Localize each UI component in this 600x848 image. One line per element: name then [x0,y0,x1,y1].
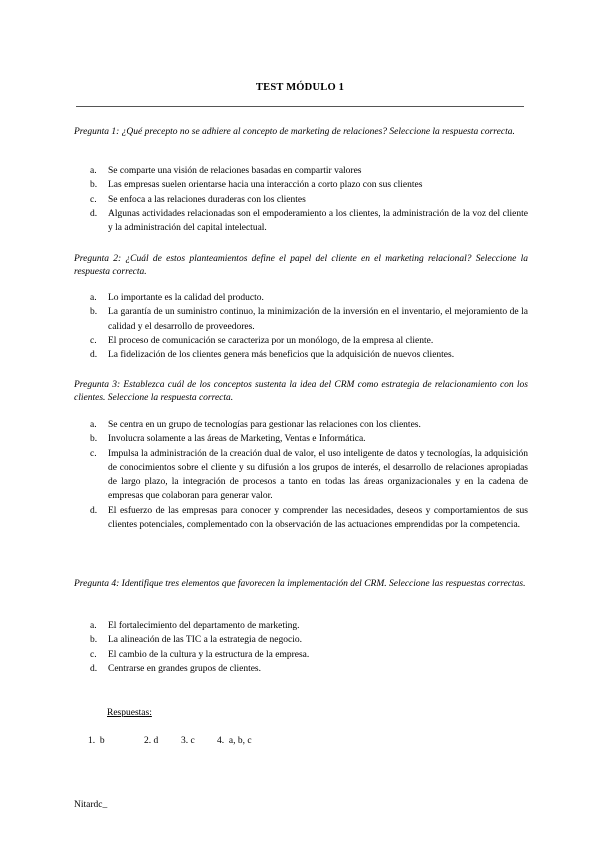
question-2-text: Pregunta 2: ¿Cuál de estos planteamientos define el papel del cliente en el marketing relacional? Seleccione la respuesta correcta. [74,254,528,277]
question-1-option-c [74,193,528,207]
question-4-text: Pregunta 4: Identifique tres elementos que favorecen la implementación del CRM. Seleccione las respuestas correctas. [74,579,526,589]
option-text: El cambio de la cultura y la estructura de la empresa. [108,649,310,660]
answer-2: 2. d [144,736,159,746]
question-2-option-d [74,348,528,362]
option-letter: c. [90,335,97,346]
option-letter: c. [90,194,97,205]
option-letter: b. [90,307,98,318]
option-letter: d. [90,505,98,516]
title-divider [76,106,524,107]
option-text: Involucra solamente a las áreas de Marketing, Ventas e Informática. [108,434,366,445]
question-2-option-c [74,334,528,348]
option-text: El esfuerzo de las empresas para conocer y comprender las necesidades, deseos y comportamientos de sus clientes potenciales, complementado con la observación de las actuaciones emprendidas por la competencia. [108,505,528,531]
option-letter: a. [90,420,97,430]
answers-row [88,736,252,746]
option-letter: c. [90,448,97,459]
question-4-option-c [74,648,528,662]
question-3-text: Pregunta 3: Establezca cuál de los conceptos sustenta la idea del CRM como estrategia de relacionamiento con los clientes. Seleccione la respuesta correcta. [74,380,528,403]
option-text: El proceso de comunicación se caracteriza por un monólogo, de la empresa al cliente. [108,335,434,346]
document-title: TEST MÓDULO 1 [255,82,345,93]
question-2-option-b [74,305,528,334]
option-text: Se enfoca a las relaciones duraderas con los clientes [108,194,306,205]
option-text: El fortalecimiento del departamento de marketing. [108,621,300,631]
option-letter: a. [90,621,97,631]
option-letter: b. [90,434,98,445]
question-2-options [74,291,528,362]
question-4-option-b [74,633,528,647]
option-letter: c. [90,649,97,660]
question-3-option-c [74,447,528,504]
question-2-option-a [74,291,528,305]
option-text: Algunas actividades relacionadas son el empoderamiento a los clientes, la administración de la voz del cliente y la administración del capital intelectual. [108,208,528,234]
question-1-option-d [74,207,528,236]
answer-4: 4. a, b, c [217,736,252,746]
option-text: Impulsa la administración de la creación dual de valor, el uso inteligente de datos y tecnologías, la adquisición de conocimientos sobre el cliente y su difusión a los grupos de interés, el desarrollo de relaciones apropiadas de largo plazo, la integración de procesos a tanto en todas las áreas organizacionales y en la cadena de empresas que colaboran para generar valor. [108,448,528,502]
option-text: Centrarse en grandes grupos de clientes. [108,663,262,674]
question-3-option-a [74,418,528,432]
option-text: Se centra en un grupo de tecnologías para gestionar las relaciones con los clientes. [108,420,421,430]
option-text: Se comparte una visión de relaciones basadas en compartir valores [108,166,362,176]
question-1-options [74,164,528,235]
answer-3: 3. c [181,736,195,746]
option-letter: d. [90,208,98,219]
question-3-option-d [74,504,528,533]
question-1-text: Pregunta 1: ¿Qué precepto no se adhiere al concepto de marketing de relaciones? Seleccione la respuesta correcta. [74,127,515,137]
answer-1: 1. b [88,736,105,746]
option-letter: a. [90,166,97,176]
question-1-option-b [74,178,528,192]
option-letter: d. [90,663,98,674]
question-4-options [74,619,528,676]
question-3-option-b [74,432,528,446]
author-signature: Nitardc_ [74,800,108,810]
option-text: La alineación de las TIC a la estrategia de negocio. [108,635,302,646]
option-letter: b. [90,635,98,646]
option-text: Lo importante es la calidad del producto. [108,293,264,303]
question-4-option-d [74,662,528,676]
option-text: La garantía de un suministro continuo, la minimización de la inversión en el inventario, el mejoramiento de la calidad y el desarrollo de proveedores. [108,307,528,332]
question-3-options [74,418,528,532]
answers-heading: Respuestas: [107,708,152,718]
option-text: Las empresas suelen orientarse hacia una interacción a corto plazo con sus clientes [108,180,423,191]
option-text: La fidelización de los clientes genera más beneficios que la adquisición de nuevos clientes. [108,350,455,361]
option-letter: d. [90,350,98,361]
option-letter: b. [90,180,98,191]
question-4-option-a [74,619,528,633]
question-1-option-a [74,164,528,178]
option-letter: a. [90,293,97,303]
